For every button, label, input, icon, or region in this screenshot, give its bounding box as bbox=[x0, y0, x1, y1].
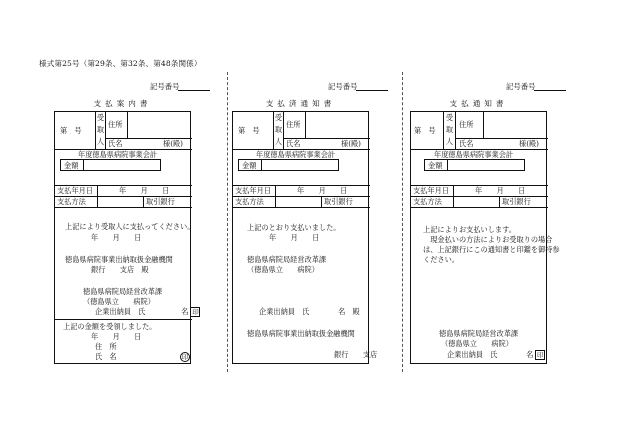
payment-notice-form bbox=[410, 76, 560, 366]
address-label: 住所 bbox=[286, 120, 301, 129]
name-label: 氏名 bbox=[108, 139, 123, 148]
row-number: 第 号 bbox=[238, 126, 260, 135]
payment-date-value: 年 月 日 bbox=[119, 186, 170, 195]
department-sub: （徳島県立 病院） bbox=[247, 265, 319, 274]
payee-char-1: 受 bbox=[445, 113, 454, 122]
payee-char-2: 取 bbox=[445, 125, 454, 134]
payment-date-label: 支払年月日 bbox=[413, 186, 449, 195]
reference-number-label: 記号番号 bbox=[328, 82, 358, 91]
department-name: 徳島県病院局経営改革課 bbox=[439, 329, 519, 338]
officer-line: 企業出納員 氏 名 殿 bbox=[259, 307, 360, 316]
reference-number-line bbox=[178, 90, 210, 91]
receipt-text: 上記の金額を受領しました。 bbox=[63, 322, 157, 331]
name-label: 氏名 bbox=[459, 139, 474, 148]
form-title: 支払通知書 bbox=[449, 99, 508, 108]
payment-method-label: 支払方法 bbox=[413, 197, 442, 206]
payment-method-value: 取引銀行 bbox=[146, 197, 175, 206]
row-number: 第 号 bbox=[414, 126, 436, 135]
department-sub: （徳島県立 病院） bbox=[83, 297, 155, 306]
payee-char-3: 人 bbox=[96, 137, 105, 146]
officer-line bbox=[95, 307, 200, 317]
name-label: 氏名 bbox=[286, 139, 301, 148]
payment-method-label: 支払方法 bbox=[235, 197, 264, 206]
officer-text: 企業出納員 氏 名 bbox=[447, 350, 534, 359]
payment-guide-form bbox=[54, 76, 199, 366]
amount-box bbox=[60, 159, 161, 171]
reference-number-label: 記号番号 bbox=[150, 82, 180, 91]
honorific: 様(殿) bbox=[163, 139, 183, 148]
payment-method-value: 取引銀行 bbox=[324, 197, 353, 206]
form-title: 支払済通知書 bbox=[265, 99, 336, 108]
honorific: 様(殿) bbox=[519, 139, 539, 148]
payment-method-label: 支払方法 bbox=[57, 197, 86, 206]
form-table bbox=[410, 111, 560, 364]
address-label: 住所 bbox=[108, 120, 123, 129]
account-label: 年度徳島県病院事業会計 bbox=[256, 150, 336, 159]
instruction-date: 年 月 日 bbox=[91, 233, 142, 242]
amount-label: 金額 bbox=[64, 161, 79, 170]
payment-date-label: 支払年月日 bbox=[57, 186, 93, 195]
reference-number-line bbox=[356, 90, 388, 91]
row-number: 第 号 bbox=[60, 126, 82, 135]
receipt-name: 氏 名 bbox=[95, 352, 117, 361]
notice-line-1: 上記によりお支払いします。 bbox=[423, 225, 516, 234]
payment-date-value: 年 月 日 bbox=[475, 186, 526, 195]
payee-char-3: 人 bbox=[445, 137, 454, 146]
receipt-date: 年 月 日 bbox=[91, 332, 142, 341]
department-name: 徳島県病院局経営改革課 bbox=[247, 255, 327, 264]
seal-mark: 印 bbox=[192, 308, 199, 316]
receipt-seal: 印 bbox=[181, 353, 189, 361]
payment-method-value: 取引銀行 bbox=[502, 197, 531, 206]
seal-mark: 印 bbox=[537, 351, 544, 359]
department-name: 徳島県病院局経営改革課 bbox=[83, 287, 163, 296]
bank-organization: 徳島県病院事業出納取扱金融機関 bbox=[65, 255, 173, 264]
notice-line-4: ください。 bbox=[423, 255, 459, 264]
honorific: 様(殿) bbox=[341, 139, 361, 148]
notice-date: 年 月 日 bbox=[269, 233, 320, 242]
officer-line bbox=[447, 350, 545, 360]
account-label: 年度徳島県病院事業会計 bbox=[78, 150, 158, 159]
receipt-address: 住 所 bbox=[95, 342, 117, 351]
department-sub: （徳島県立 病院） bbox=[441, 339, 513, 348]
notice-text: 上記のとおり支払いました。 bbox=[247, 223, 341, 232]
cut-line-1 bbox=[227, 72, 228, 372]
payee-char-2: 取 bbox=[96, 125, 105, 134]
account-label: 年度徳島県病院事業会計 bbox=[434, 150, 514, 159]
notice-line-3: は、上記銀行にこの通知書と印鑑を御持参 bbox=[423, 245, 560, 254]
bank-branch: 銀行 支店 殿 bbox=[91, 265, 149, 274]
amount-box bbox=[238, 159, 339, 171]
form-table bbox=[232, 111, 378, 364]
notice-line-2: 現金払いの方法によりお受取りの場合 bbox=[423, 235, 553, 244]
reference-number-line bbox=[534, 90, 566, 91]
instruction-text: 上記により受取人に支払ってください。 bbox=[65, 222, 195, 231]
reference-number-label: 記号番号 bbox=[506, 82, 536, 91]
payee-char-1: 受 bbox=[274, 113, 283, 122]
payment-date-value: 年 月 日 bbox=[297, 186, 348, 195]
amount-label: 金額 bbox=[242, 161, 257, 170]
payee-char-3: 人 bbox=[274, 137, 283, 146]
amount-label: 金額 bbox=[428, 161, 443, 170]
officer-text: 企業出納員 氏 名 bbox=[95, 307, 189, 316]
amount-box bbox=[424, 159, 525, 171]
payment-date-label: 支払年月日 bbox=[235, 186, 271, 195]
form-header-note: 様式第25号（第29条、第32条、第48条関係） bbox=[39, 59, 202, 68]
form-table bbox=[54, 111, 199, 364]
address-label: 住所 bbox=[459, 120, 474, 129]
bank-branch: 銀行 支店 bbox=[334, 350, 378, 359]
form-title: 支払案内書 bbox=[93, 99, 152, 108]
payee-char-2: 取 bbox=[274, 125, 283, 134]
payment-completed-notice-form bbox=[232, 76, 378, 366]
payee-char-1: 受 bbox=[96, 113, 105, 122]
bank-organization: 徳島県病院事業出納取扱金融機関 bbox=[247, 329, 355, 338]
cut-line-2 bbox=[402, 72, 403, 372]
